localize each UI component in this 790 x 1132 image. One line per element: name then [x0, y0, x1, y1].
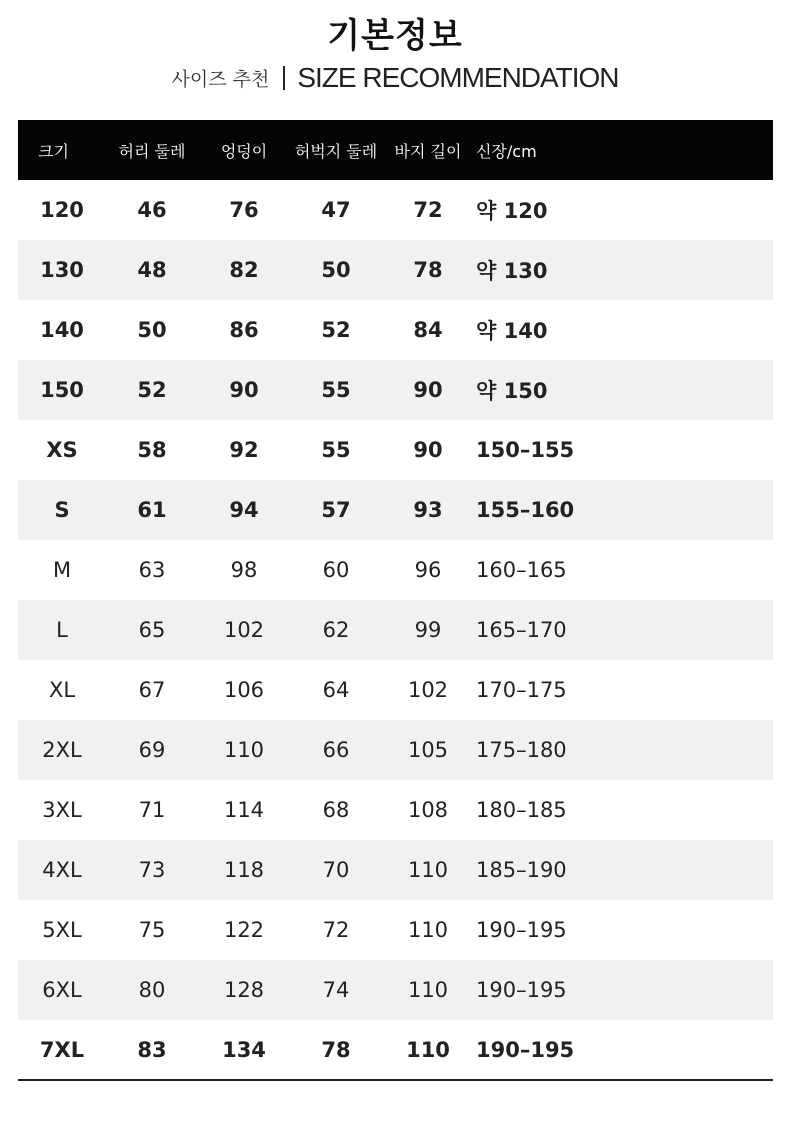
cell-length: 78	[413, 258, 443, 282]
cell-height: 185–190	[476, 858, 567, 882]
cell-height: 약 150	[476, 379, 548, 403]
cell-waist: 61	[137, 498, 167, 522]
table-row	[18, 780, 773, 840]
cell-size: 6XL	[42, 978, 82, 1002]
cell-size: 4XL	[42, 858, 82, 882]
table-row	[18, 480, 773, 540]
cell-size: L	[56, 618, 68, 642]
cell-height: 160–165	[476, 558, 567, 582]
cell-size: 150	[40, 378, 84, 402]
cell-length: 102	[407, 678, 449, 702]
cell-height: 약 130	[476, 259, 548, 283]
header-height: 신장/cm	[476, 141, 537, 161]
cell-thigh: 72	[322, 918, 350, 942]
cell-length: 110	[407, 858, 449, 882]
cell-thigh: 47	[321, 198, 351, 222]
cell-size: 7XL	[39, 1038, 85, 1062]
cell-waist: 46	[137, 198, 167, 222]
cell-hip: 134	[222, 1038, 266, 1062]
cell-thigh: 55	[321, 378, 351, 402]
table-row	[18, 660, 773, 720]
table-row	[18, 420, 773, 480]
cell-length: 110	[407, 918, 449, 942]
table-row	[18, 840, 773, 900]
cell-length: 72	[413, 198, 443, 222]
cell-thigh: 57	[321, 498, 351, 522]
subtitle-english: SIZE RECOMMENDATION	[297, 62, 619, 93]
cell-hip: 92	[229, 438, 259, 462]
header-waist: 허리 둘레	[118, 141, 186, 161]
cell-length: 90	[413, 438, 443, 462]
cell-size: 130	[40, 258, 84, 282]
cell-hip: 86	[229, 318, 259, 342]
cell-height: 150–155	[476, 438, 575, 462]
subtitle-divider	[283, 66, 285, 90]
cell-length: 108	[407, 798, 449, 822]
cell-thigh: 70	[322, 858, 350, 882]
header-length: 바지 길이	[394, 141, 462, 161]
cell-thigh: 60	[322, 558, 350, 582]
cell-length: 105	[407, 738, 449, 762]
subtitle	[0, 62, 790, 94]
table-row	[18, 360, 773, 420]
cell-size: S	[54, 498, 70, 522]
cell-length: 84	[413, 318, 443, 342]
cell-size: XS	[46, 438, 78, 462]
cell-hip: 82	[229, 258, 259, 282]
cell-height: 약 120	[476, 199, 548, 223]
cell-height: 약 140	[476, 319, 548, 343]
cell-length: 90	[413, 378, 443, 402]
cell-height: 175–180	[476, 738, 567, 762]
page-title: 기본정보	[327, 16, 463, 56]
table-row	[18, 540, 773, 600]
cell-waist: 58	[137, 438, 167, 462]
table-row	[18, 240, 773, 300]
cell-waist: 67	[138, 678, 166, 702]
cell-hip: 76	[229, 198, 259, 222]
table-row	[18, 960, 773, 1020]
subtitle-korean: 사이즈 추천	[171, 68, 270, 91]
header-thigh: 허벅지 둘레	[294, 141, 378, 161]
cell-waist: 71	[138, 798, 166, 822]
cell-length: 99	[414, 618, 442, 642]
cell-waist: 65	[138, 618, 166, 642]
cell-size: XL	[48, 678, 76, 702]
cell-waist: 75	[138, 918, 166, 942]
cell-waist: 83	[137, 1038, 167, 1062]
cell-thigh: 52	[321, 318, 351, 342]
cell-waist: 50	[137, 318, 167, 342]
cell-waist: 52	[137, 378, 167, 402]
cell-waist: 80	[138, 978, 166, 1002]
table-row	[18, 300, 773, 360]
cell-length: 96	[414, 558, 442, 582]
cell-height: 170–175	[476, 678, 567, 702]
cell-size: 3XL	[42, 798, 82, 822]
cell-thigh: 68	[322, 798, 350, 822]
cell-height: 190–195	[476, 918, 567, 942]
cell-thigh: 55	[321, 438, 351, 462]
cell-size: 5XL	[42, 918, 82, 942]
cell-waist: 73	[138, 858, 166, 882]
cell-hip: 90	[229, 378, 259, 402]
header-hip: 엉덩이	[220, 141, 268, 161]
cell-height: 165–170	[476, 618, 567, 642]
cell-waist: 48	[137, 258, 167, 282]
table-row	[18, 600, 773, 660]
table-row	[18, 1020, 773, 1080]
cell-size: 140	[40, 318, 84, 342]
table-row	[18, 720, 773, 780]
cell-size: 2XL	[42, 738, 82, 762]
table-row	[18, 180, 773, 240]
cell-thigh: 74	[322, 978, 350, 1002]
cell-height: 190–195	[476, 978, 567, 1002]
bottom-divider	[18, 1079, 773, 1081]
cell-thigh: 50	[321, 258, 351, 282]
cell-height: 190–195	[476, 1038, 575, 1062]
cell-thigh: 62	[322, 618, 350, 642]
cell-hip: 114	[223, 798, 265, 822]
cell-length: 110	[406, 1038, 450, 1062]
table-body	[18, 180, 773, 1080]
cell-length: 93	[413, 498, 443, 522]
cell-hip: 98	[230, 558, 258, 582]
cell-height: 180–185	[476, 798, 567, 822]
cell-thigh: 78	[321, 1038, 351, 1062]
cell-waist: 63	[138, 558, 166, 582]
cell-waist: 69	[138, 738, 166, 762]
cell-hip: 118	[223, 858, 265, 882]
cell-hip: 122	[223, 918, 265, 942]
cell-hip: 128	[223, 978, 265, 1002]
cell-thigh: 66	[322, 738, 350, 762]
table-row	[18, 900, 773, 960]
cell-size: M	[52, 558, 72, 582]
header-size: 크기	[38, 141, 69, 161]
cell-hip: 94	[229, 498, 259, 522]
cell-hip: 102	[223, 618, 265, 642]
table-header	[18, 120, 773, 180]
cell-height: 155–160	[476, 498, 575, 522]
size-chart-table	[18, 120, 773, 1080]
cell-hip: 106	[223, 678, 265, 702]
cell-thigh: 64	[322, 678, 350, 702]
cell-hip: 110	[223, 738, 265, 762]
cell-size: 120	[40, 198, 84, 222]
cell-length: 110	[407, 978, 449, 1002]
